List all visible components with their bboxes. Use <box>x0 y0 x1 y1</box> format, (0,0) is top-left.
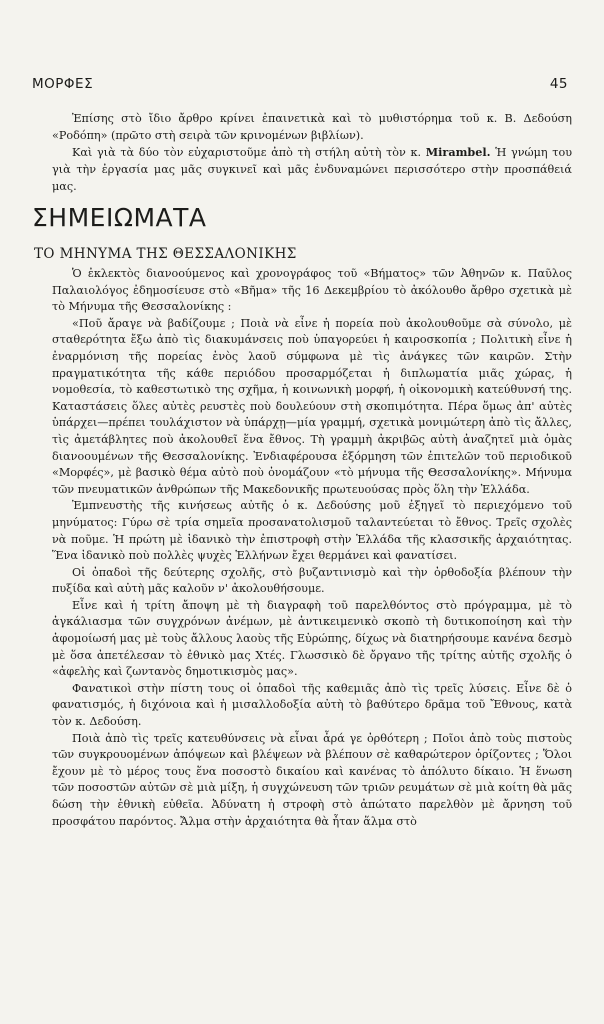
article-paragraph: Ὁ ἐκλεκτὸς διανοούμενος καὶ χρονογράφος τοῦ «Βήματος» τῶν Ἀθηνῶν κ. Παῦλος Παλαιολόγος ἐδημοσίευσε στὸ «Βῆμα» τῆς 16 Δεκεμβρίου τὸ ἀκόλουθο ἄρθρο σχετικὰ μὲ τὸ Μήνυμα τῆς Θεσσαλονίκης : <box>52 267 572 314</box>
intro-paragraph-1: Ἐπίσης στὸ ἴδιο ἄρθρο κρίνει ἐπαινετικὰ καὶ τὸ μυθιστόρημα τοῦ κ. Β. Δεδούση «Ροδόπη» (πρῶτο στὴ σειρὰ τῶν κρινομένων βιβλίων). <box>52 112 572 142</box>
article-paragraph: Εἶνε καὶ ἡ τρίτη ἄποψη μὲ τὴ διαγραφὴ τοῦ παρελθόντος στὸ πρόγραμμα, μὲ τὸ ἀγκάλιασμα τῶν συγχρόνων ἀνέμων, μὲ ἀντικειμενικὸ σκοπὸ τὴ δυτικοποίηση καὶ τὴν ἀφομοίωσή μας μὲ τοὺς ἄλλους λαοὺς τῆς Εὐρώπης, δίχως νὰ διατηρήσουμε κανένα δεσμὸ μὲ ὅσα ἀπετέλεσαν τὸ ἐθνικὸ μας Χτές. Γλωσσικὸ δὲ ὄργανο τῆς τρίτης αὐτῆς σχολῆς ὁ «ἀφελὴς καὶ ζωντανὸς δημοτικισμὸς μας». <box>52 598 572 679</box>
intro-block <box>52 110 572 195</box>
section-title: ΣΗΜΕΙΩΜΑΤΑ <box>32 203 207 232</box>
article-paragraph: Ποιὰ ἀπὸ τὶς τρεῖς κατευθύνσεις νὰ εἶναι ἆρά γε ὀρθότερη ; Ποῖοι ἀπὸ τοὺς πιστοὺς τῶν συγκρουομένων ἀπόψεων καὶ βλέψεων νὰ βλέπουν σὲ καθαρώτερον ὁρίζοντες ; Ὅλοι ἔχουν μὲ τὸ μέρος τους ἕνα ποσοστὸ δικαίου καὶ κανένας τὸ ἀπόλυτο δίκαιο. Ἡ ἕνωση τῶν ποσοστῶν αὐτῶν σὲ μιὰ μίξη, ἡ συγχώνευση τῶν τριῶν ρευμάτων σὲ μιὰ κοίτη θὰ μᾶς δώση τὴν ἐθνικὴ εὐθεῖα. Ἀδύνατη ἡ στροφὴ στὸ ἀπώτατο παρελθὸν μὲ ἄρνηση τοῦ προσφάτου παρόντος. Ἄλμα στὴν ἀρχαιότητα θὰ ἦταν ἅλμα στὸ <box>52 731 572 828</box>
article-paragraph: Ἐμπνευστὴς τῆς κινήσεως αὐτῆς ὁ κ. Δεδούσης μοῦ ἐξηγεῖ τὸ περιεχόμενο τοῦ μηνύματος: Γύρω σὲ τρία σημεῖα προσανατολισμοῦ ταλαντεύεται τὸ ἔθνος. Τρεῖς σχολὲς νὰ ποῦμε. Ἡ πρώτη μὲ ἰδανικὸ τὴν ἐπιστροφὴ στὴν Ἑλλάδα τῆς κλασσικῆς ἀρχαιότητας. Ἕνα ἰδανικὸ ποὺ πολλὲς ψυχὲς Ἑλλήνων ἔχει θερμάνει καὶ φανατίσει. <box>52 499 572 563</box>
article-paragraph: Φανατικοὶ στὴν πίστη τους οἱ ὀπαδοὶ τῆς καθεμιᾶς ἀπὸ τὶς τρεῖς λύσεις. Εἶνε δὲ ὁ φανατισμός, ἡ διχόνοια καὶ ἡ μισαλλοδοξία αὐτὴ τὸ βαθύτερο δρᾶμα τοῦ Ἔθνους, κατὰ τὸν κ. Δεδούση. <box>52 681 572 729</box>
article-title: ΤΟ ΜΗΝΥΜΑ ΤΗΣ ΘΕΣΣΑΛΟΝΙΚΗΣ <box>34 246 297 262</box>
page-number: 45 <box>549 76 568 92</box>
article-body <box>52 266 572 830</box>
journal-name: ΜΟΡΦΕΣ <box>32 76 94 92</box>
article-paragraph: Οἱ ὀπαδοὶ τῆς δεύτερης σχολῆς, στὸ βυζαντινισμὸ καὶ τὴν ὀρθοδοξία βλέπουν τὴν πυξίδα καὶ αὐτὴ μᾶς καλοῦν ν' ἀκολουθήσουμε. <box>52 565 572 596</box>
running-header <box>32 76 568 96</box>
author-name: Mirambel. <box>425 145 491 159</box>
intro-paragraph-2-start: Καὶ γιὰ τὰ δύο τὸν εὐχαριστοῦμε ἀπὸ τὴ στήλη αὐτὴ τὸν κ. <box>72 146 426 159</box>
intro-paragraph-2-end: Ἡ γνώμη του γιὰ τὴν ἐργασία μας μᾶς συγκινεῖ καὶ μᾶς ἐνδυναμώνει περισσότερο στὴν προσπάθειά μας. <box>52 146 573 193</box>
intro-paragraph-2 <box>52 144 572 195</box>
article-paragraph: «Ποῦ ἄραγε νὰ βαδίζουμε ; Ποιὰ νὰ εἶνε ἡ πορεία ποὺ ἀκολουθοῦμε σὰ σύνολο, μὲ σταθερότητα ἔξω ἀπὸ τὶς διακυμάνσεις ποὺ ὑπαγορεύει ἡ καιροσκοπία ; Πολιτικὴ εἶνε ἡ ἐναρμόνιση τῆς πορείας ἑνὸς λαοῦ σύμφωνα μὲ τὶς ἀνάγκες τῶν καιρῶν. Στὴν πραγματικότητα τῆς κάθε περιόδου προσαρμόζεται ἡ διπλωματία μιᾶς χώρας, ἡ νομοθεσία, τὸ καθεστωτικὸ της σχῆμα, ἡ κοινωνικὴ μορφή, ἡ οἰκονομικὴ κατεύθυνσή της. Καταστάσεις ὅλες αὐτὲς ρευστὲς ποὺ δουλεύουν στὴ σκοπιμότητα. Πέρα ὅμως ἀπ' αὐτὲς ὑπάρχει—πρέπει τουλάχιστον νὰ ὑπάρχῃ—μία γραμμή, σχετικὰ μονιμώτερη ἀπὸ τὶς ἄλλες, τὶς ἀμετάβλητες ποὺ ἀκολουθεῖ ἕνα ἔθνος. Τὴ γραμμὴ ἀκριβῶς αὐτὴ ἀναζητεῖ μιὰ ὁμὰς διανοουμένων τῆς Θεσσαλονίκης. Ἐνδιαφέρουσα ἐξόρμηση τῶν ἐπιτελῶν τοῦ περιοδικοῦ «Μορφές», μὲ βασικὸ θέμα αὐτὸ ποὺ ὀνομάζουν «τὸ μήνυμα τῆς Θεσσαλονίκης». Μήνυμα τῶν πνευματικῶν ἀνθρώπων τῆς Μακεδονικῆς πρωτευούσας πρὸς ὅλη τὴν Ἑλλάδα. <box>52 316 572 496</box>
